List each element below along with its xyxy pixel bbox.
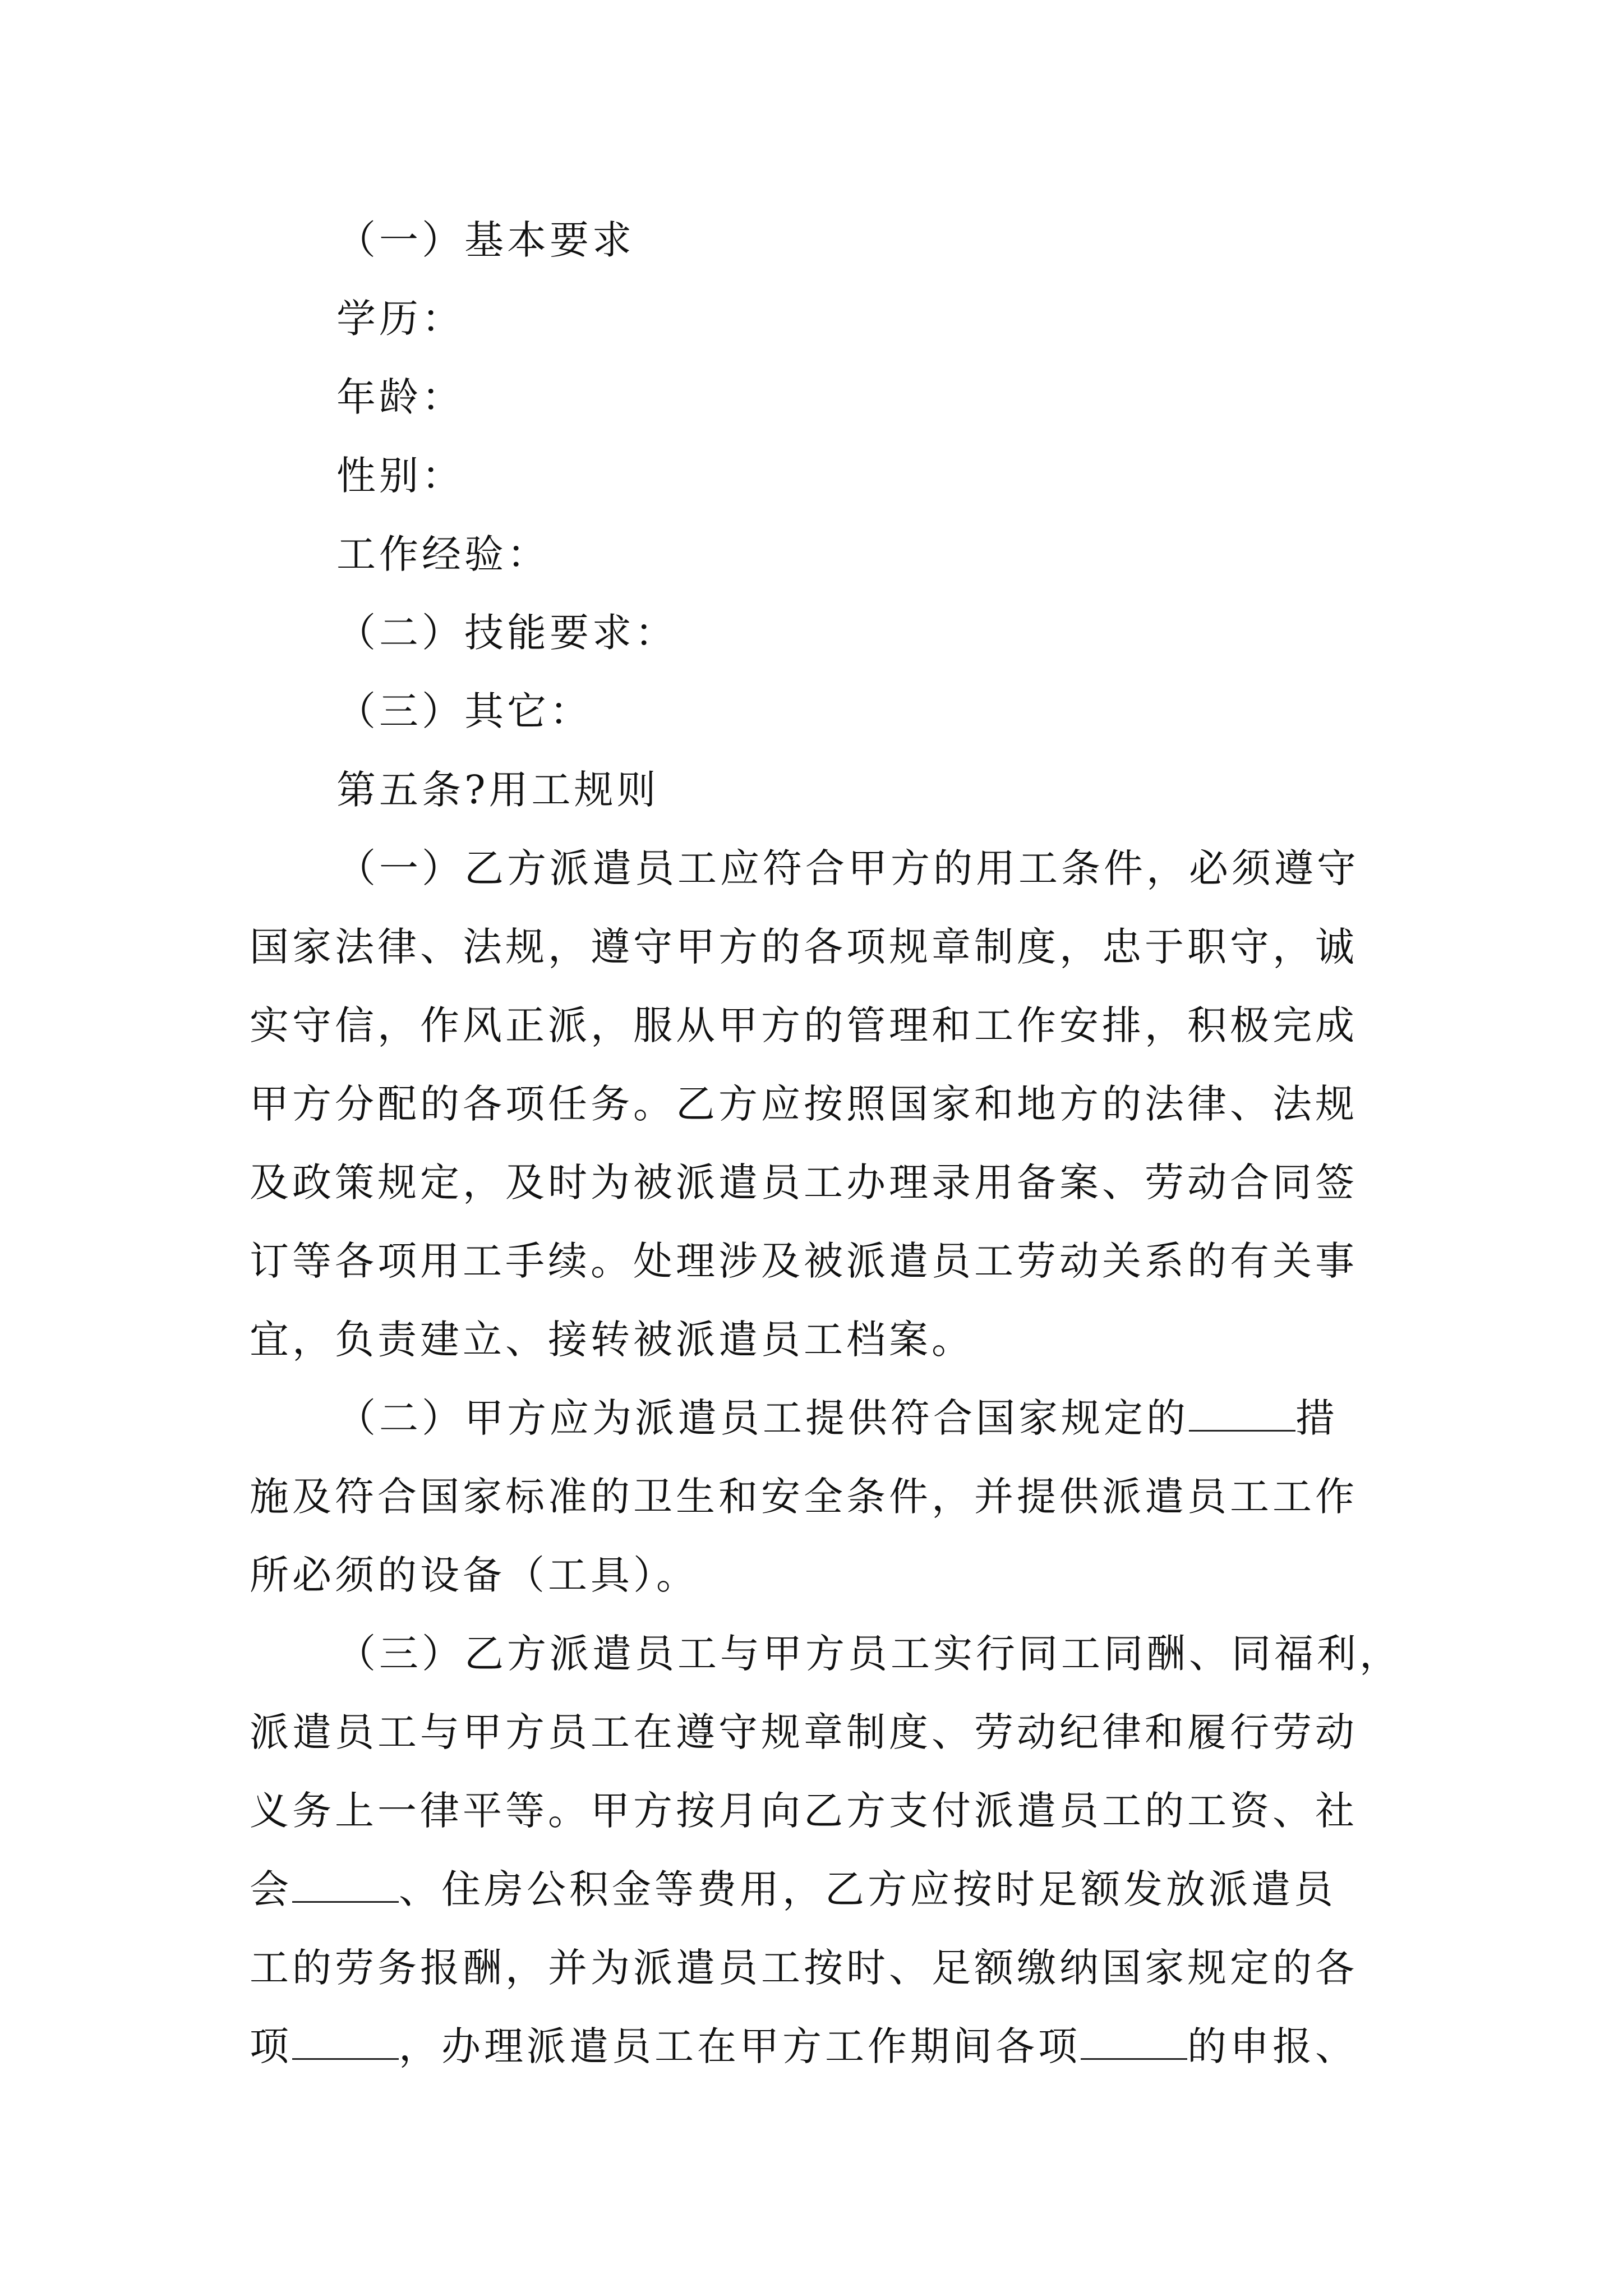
- paragraph-text: 、住房公积金等费用，乙方应按时足额发放派遣员: [399, 1866, 1336, 1912]
- paragraph-line-with-blank: [336, 1390, 1338, 1446]
- heading-basic-requirements: （一）基本要求: [336, 217, 635, 263]
- fill-in-blank: [1081, 2022, 1187, 2060]
- paragraph-line: 宜，负责建立、接转被派遣员工档案。: [250, 1317, 974, 1363]
- paragraph-text: 项: [250, 2023, 292, 2069]
- field-work-experience: 工作经验：: [336, 531, 550, 577]
- paragraph-text: 措: [1295, 1395, 1338, 1441]
- paragraph-line: （三）乙方派遣员工与甲方员工实行同工同酬、同福利，: [336, 1631, 1402, 1677]
- field-education: 学历：: [336, 296, 464, 342]
- paragraph-line: 实守信，作风正派，服从甲方的管理和工作安排，积极完成: [250, 1002, 1358, 1048]
- article-5-title: 第五条?用工规则: [336, 767, 660, 813]
- paragraph-line: 施及符合国家标准的卫生和安全条件，并提供派遣员工工作: [250, 1474, 1358, 1520]
- paragraph-line: 及政策规定，及时为被派遣员工办理录用备案、劳动合同签: [250, 1159, 1358, 1205]
- fill-in-blank: [1189, 1394, 1295, 1432]
- paragraph-line: 订等各项用工手续。处理涉及被派遣员工劳动关系的有关事: [250, 1238, 1358, 1284]
- paragraph-line: 国家法律、法规，遵守甲方的各项规章制度，忠于职守，诚: [250, 924, 1358, 970]
- paragraph-line: （一）乙方派遣员工应符合甲方的用工条件，必须遵守: [336, 845, 1359, 891]
- paragraph-line: 甲方分配的各项任务。乙方应按照国家和地方的法律、法规: [250, 1081, 1358, 1127]
- fill-in-blank: [292, 2022, 399, 2060]
- field-gender: 性别：: [336, 453, 464, 499]
- paragraph-line: 工的劳务报酬，并为派遣员工按时、足额缴纳国家规定的各: [250, 1945, 1358, 1991]
- field-age: 年龄：: [336, 374, 464, 420]
- paragraph-text: （二）甲方应为派遣员工提供符合国家规定的: [336, 1395, 1189, 1441]
- paragraph-line: 所必须的设备（工具）。: [250, 1552, 699, 1598]
- paragraph-line: 义务上一律平等。甲方按月向乙方支付派遣员工的工资、社: [250, 1788, 1358, 1834]
- paragraph-text: 会: [250, 1866, 292, 1912]
- paragraph-text: 的申报、: [1187, 2023, 1358, 2069]
- paragraph-line: 派遣员工与甲方员工在遵守规章制度、劳动纪律和履行劳动: [250, 1709, 1358, 1755]
- paragraph-text: ，办理派遣员工在甲方工作期间各项: [399, 2023, 1081, 2069]
- paragraph-line-with-blank: [250, 1861, 1336, 1917]
- fill-in-blank: [292, 1865, 399, 1903]
- heading-other: （三）其它：: [336, 688, 592, 734]
- heading-skill-requirements: （二）技能要求：: [336, 610, 677, 656]
- paragraph-line-with-blanks: [250, 2018, 1358, 2074]
